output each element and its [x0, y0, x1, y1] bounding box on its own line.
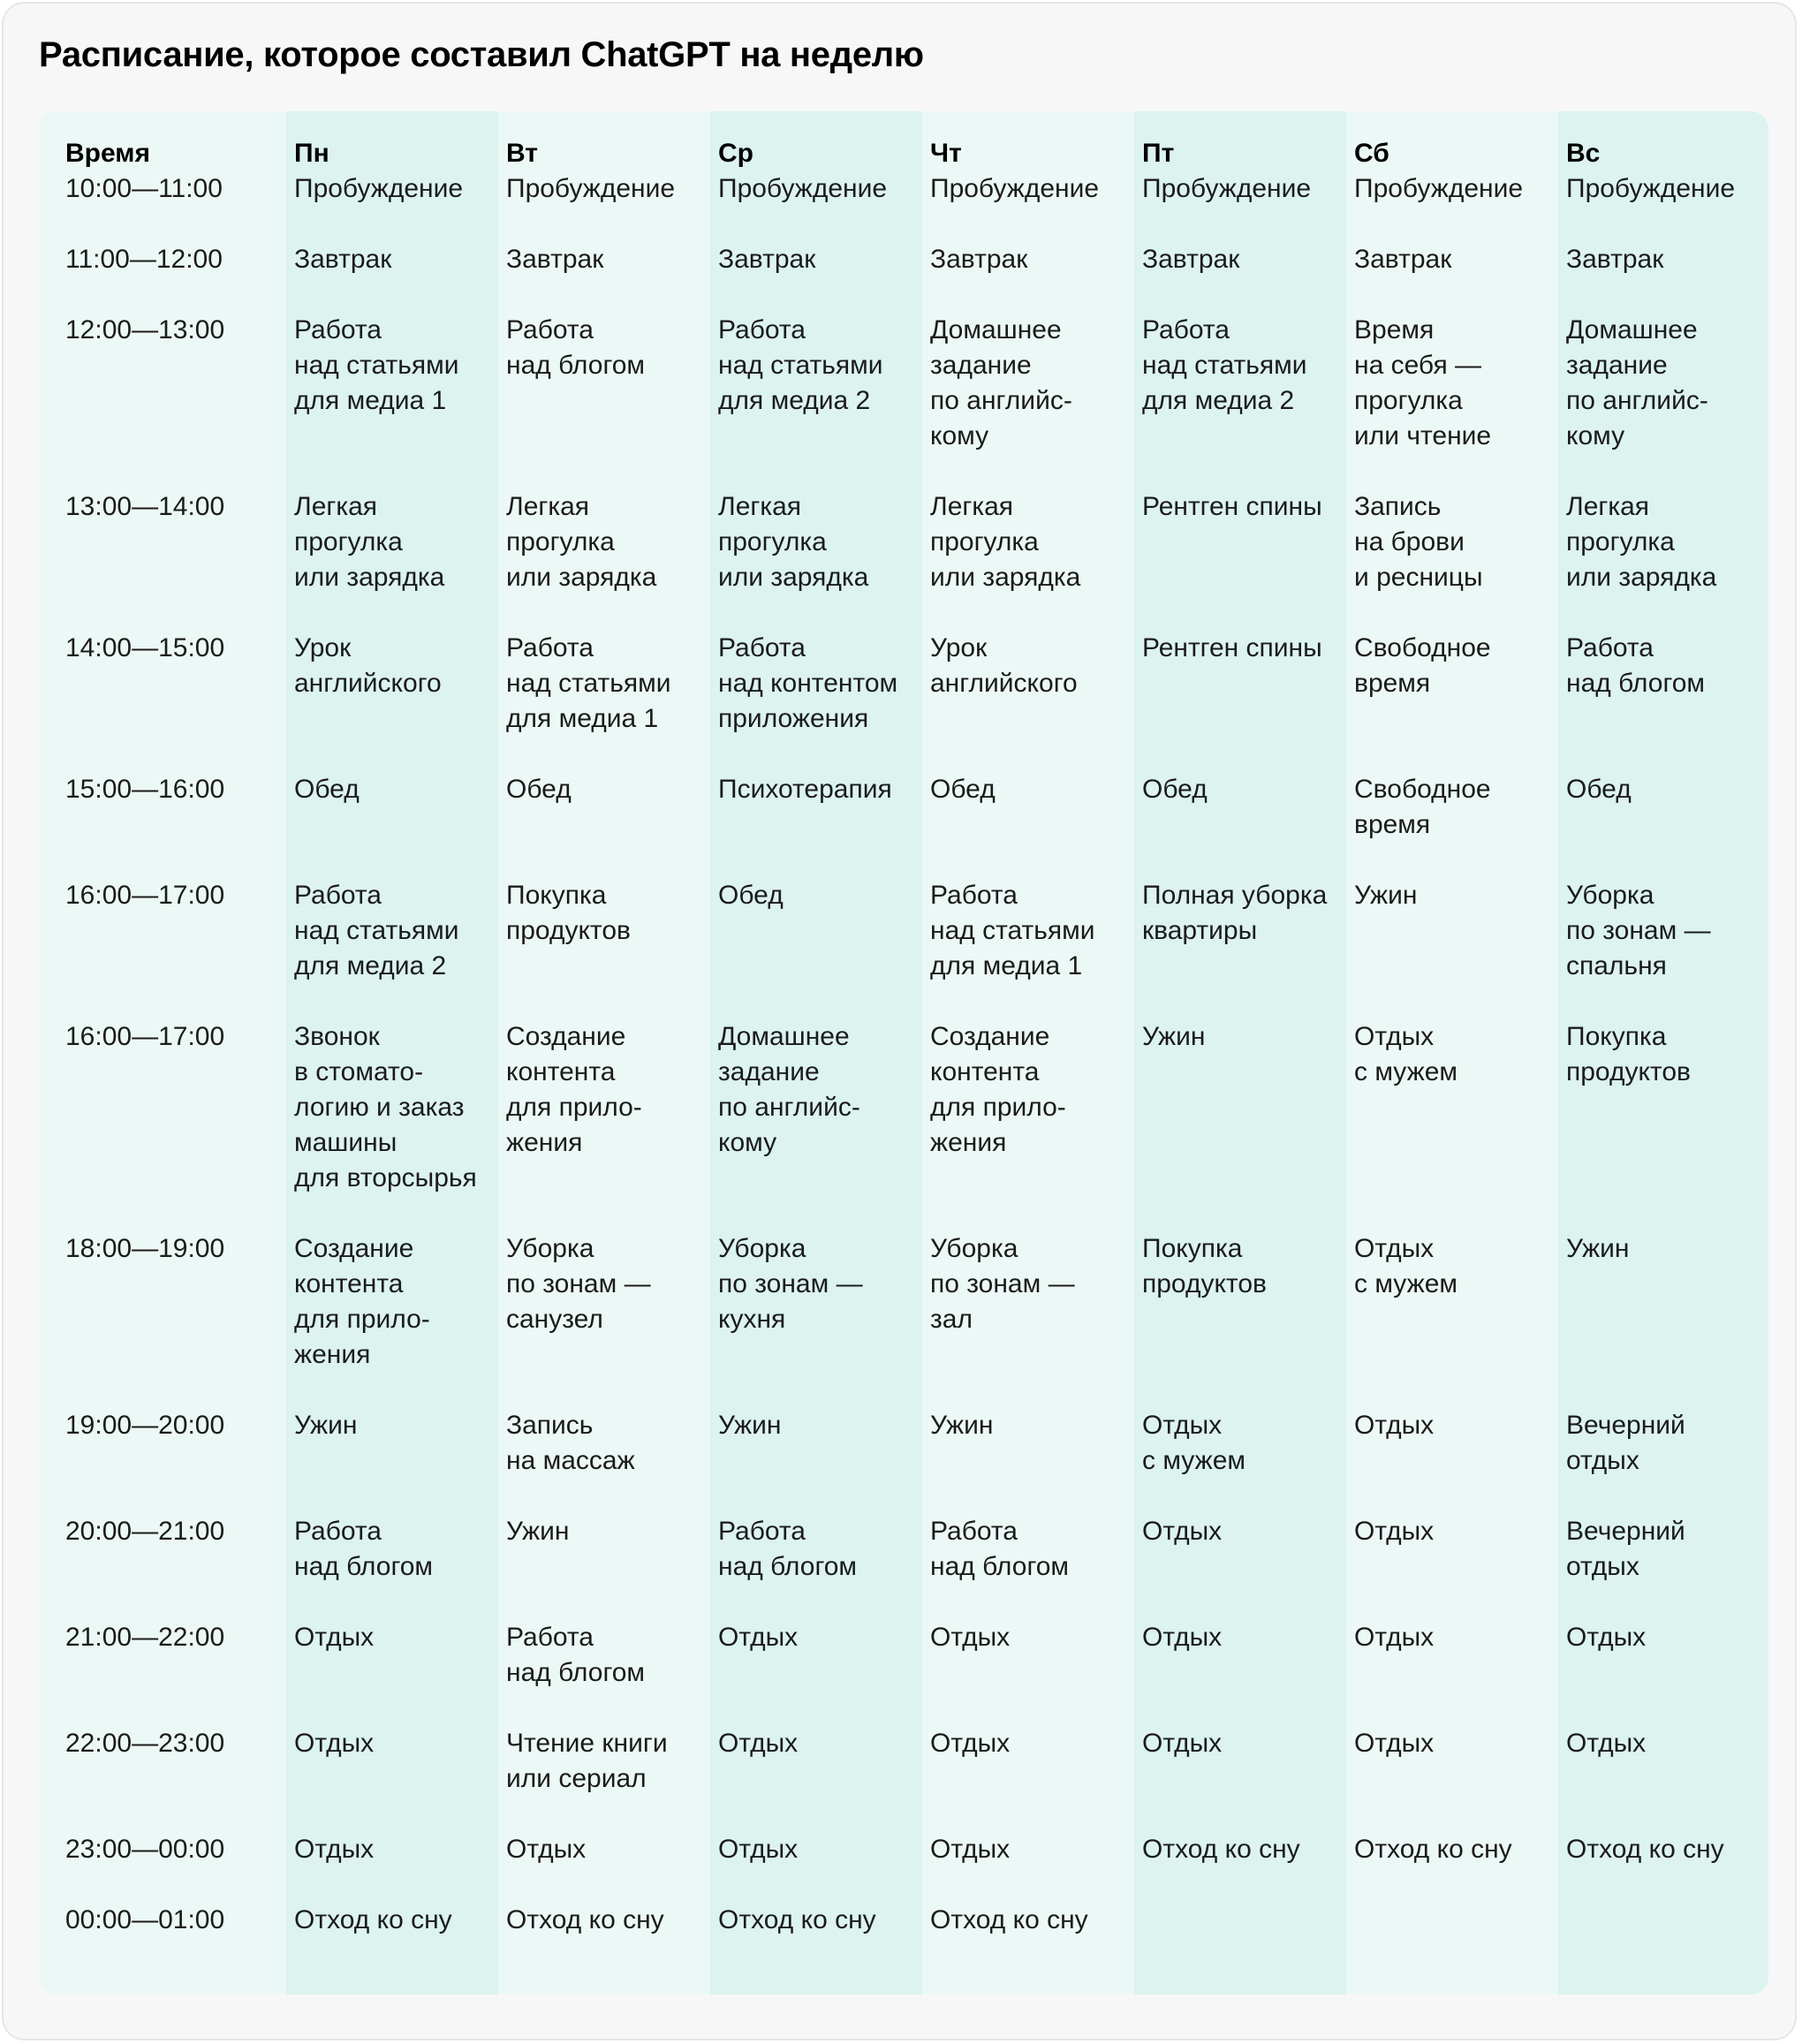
sun-cell: Работа над блогом	[1566, 633, 1706, 698]
tue-cell: Работа над блогом	[506, 315, 646, 380]
tue-cell: Пробуждение	[506, 174, 676, 203]
wed-cell: Отдых	[718, 1729, 799, 1758]
sun-cell: Отход ко сну	[1566, 1835, 1724, 1864]
sun-cell: Отдых	[1566, 1623, 1647, 1652]
mon-cell: Пробуждение	[294, 174, 464, 203]
sun-cell: Завтрак	[1566, 245, 1664, 274]
tue-cell: Чтение книги или сериал	[506, 1729, 668, 1793]
fri-cell: Покупка продуктов	[1142, 1234, 1267, 1298]
fri-cell: Работа над статьями для медиа 2	[1142, 315, 1307, 415]
sat-cell: Отдых	[1354, 1623, 1435, 1652]
tue-cell: Легкая прогулка или зарядка	[506, 492, 657, 592]
wed-cell: Уборка по зонам — кухня	[718, 1234, 863, 1334]
mon-cell: Легкая прогулка или зарядка	[294, 492, 445, 592]
time-cell: 16:00—17:00	[65, 881, 225, 910]
table-row	[39, 1726, 1768, 1832]
header-time: Время	[65, 139, 150, 168]
thu-cell: Ужин	[930, 1411, 994, 1440]
sat-cell	[1346, 1903, 1558, 1973]
header-row	[39, 111, 1768, 171]
table-row	[39, 878, 1768, 1019]
page-title: Расписание, которое составил ChatGPT на неделю	[39, 35, 924, 74]
sun-cell: Уборка по зонам — спальня	[1566, 881, 1711, 980]
schedule-card	[2, 2, 1797, 2040]
thu-cell: Создание контента для прило- жения	[930, 1022, 1066, 1157]
sat-cell: Отдых с мужем	[1354, 1022, 1458, 1086]
tue-cell: Запись на массаж	[506, 1411, 635, 1475]
tue-cell: Ужин	[506, 1517, 570, 1546]
thu-cell: Легкая прогулка или зарядка	[930, 492, 1081, 592]
thu-cell: Отход ко сну	[930, 1905, 1088, 1934]
mon-cell: Создание контента для прило- жения	[294, 1234, 430, 1369]
table-row	[39, 1408, 1768, 1514]
schedule-table	[39, 111, 1768, 1973]
fri-cell: Отдых	[1142, 1623, 1223, 1652]
sun-cell: Покупка продуктов	[1566, 1022, 1691, 1086]
sat-cell: Отдых с мужем	[1354, 1234, 1458, 1298]
mon-cell: Урок английского	[294, 633, 442, 698]
sat-cell: Завтрак	[1354, 245, 1452, 274]
table-row	[39, 171, 1768, 242]
sun-cell: Пробуждение	[1566, 174, 1736, 203]
thu-cell: Работа над блогом	[930, 1517, 1070, 1581]
time-cell: 18:00—19:00	[65, 1234, 225, 1263]
sat-cell: Свободное время	[1354, 775, 1491, 839]
table-row	[39, 1903, 1768, 1973]
fri-cell: Полная уборка квартиры	[1142, 881, 1328, 945]
thu-cell: Домашнее задание по английс- кому	[930, 315, 1072, 450]
sun-cell	[1558, 1903, 1768, 1973]
wed-cell: Пробуждение	[718, 174, 888, 203]
time-cell: 11:00—12:00	[65, 245, 223, 274]
thu-cell: Пробуждение	[930, 174, 1100, 203]
wed-cell: Отдых	[718, 1835, 799, 1864]
mon-cell: Завтрак	[294, 245, 392, 274]
fri-cell: Отход ко сну	[1142, 1835, 1300, 1864]
wed-cell: Обед	[718, 881, 784, 910]
mon-cell: Отход ко сну	[294, 1905, 452, 1934]
table-row	[39, 772, 1768, 878]
thu-cell: Урок английского	[930, 633, 1078, 698]
wed-cell: Отдых	[718, 1623, 799, 1652]
time-cell: 22:00—23:00	[65, 1729, 225, 1758]
sun-cell: Вечерний отдых	[1566, 1411, 1685, 1475]
tue-cell: Покупка продуктов	[506, 881, 631, 945]
time-cell: 12:00—13:00	[65, 315, 225, 344]
thu-cell: Отдых	[930, 1729, 1011, 1758]
wed-cell: Отход ко сну	[718, 1905, 876, 1934]
sun-cell: Вечерний отдых	[1566, 1517, 1685, 1581]
thu-cell: Уборка по зонам — зал	[930, 1234, 1075, 1334]
header-tue: Вт	[506, 139, 538, 168]
sat-cell: Отдых	[1354, 1517, 1435, 1546]
sat-cell: Ужин	[1354, 881, 1418, 910]
schedule-table-container	[39, 111, 1768, 1995]
wed-cell: Работа над контентом приложения	[718, 633, 898, 733]
time-cell: 13:00—14:00	[65, 492, 225, 521]
table-row	[39, 489, 1768, 631]
mon-cell: Отдых	[294, 1729, 375, 1758]
time-cell: 10:00—11:00	[65, 174, 223, 203]
sat-cell: Пробуждение	[1354, 174, 1524, 203]
fri-cell: Завтрак	[1142, 245, 1240, 274]
sat-cell: Отход ко сну	[1354, 1835, 1512, 1864]
wed-cell: Легкая прогулка или зарядка	[718, 492, 869, 592]
mon-cell: Звонок в стомато- логию и заказ машины для вторсырья	[294, 1022, 477, 1192]
time-cell: 14:00—15:00	[65, 633, 225, 662]
tue-cell: Отход ко сну	[506, 1905, 664, 1934]
table-header	[39, 111, 1768, 171]
fri-cell: Обед	[1142, 775, 1208, 804]
tue-cell: Завтрак	[506, 245, 604, 274]
tue-cell: Работа над блогом	[506, 1623, 646, 1687]
sat-cell: Отдых	[1354, 1411, 1435, 1440]
thu-cell: Отдых	[930, 1623, 1011, 1652]
fri-cell: Пробуждение	[1142, 174, 1312, 203]
mon-cell: Отдых	[294, 1835, 375, 1864]
table-row	[39, 1019, 1768, 1231]
time-cell: 20:00—21:00	[65, 1517, 225, 1546]
fri-cell	[1134, 1903, 1346, 1973]
wed-cell: Психотерапия	[718, 775, 892, 804]
thu-cell: Работа над статьями для медиа 1	[930, 881, 1095, 980]
mon-cell: Работа над статьями для медиа 2	[294, 881, 459, 980]
mon-cell: Работа над блогом	[294, 1517, 434, 1581]
time-cell: 21:00—22:00	[65, 1623, 225, 1652]
table-body	[39, 171, 1768, 1973]
time-cell: 16:00—17:00	[65, 1022, 225, 1051]
table-row	[39, 313, 1768, 489]
tue-cell: Работа над статьями для медиа 1	[506, 633, 671, 733]
mon-cell: Работа над статьями для медиа 1	[294, 315, 459, 415]
sun-cell: Отдых	[1566, 1729, 1647, 1758]
mon-cell: Ужин	[294, 1411, 358, 1440]
wed-cell: Ужин	[718, 1411, 782, 1440]
time-cell: 00:00—01:00	[65, 1905, 225, 1934]
sat-cell: Запись на брови и ресницы	[1354, 492, 1483, 592]
table-row	[39, 1832, 1768, 1903]
thu-cell: Завтрак	[930, 245, 1028, 274]
mon-cell: Обед	[294, 775, 360, 804]
fri-cell: Отдых	[1142, 1517, 1223, 1546]
table-row	[39, 1514, 1768, 1620]
fri-cell: Отдых с мужем	[1142, 1411, 1246, 1475]
header-thu: Чт	[930, 139, 962, 168]
wed-cell: Домашнее задание по английс- кому	[718, 1022, 860, 1157]
header-fri: Пт	[1142, 139, 1175, 168]
wed-cell: Работа над блогом	[718, 1517, 858, 1581]
thu-cell: Обед	[930, 775, 996, 804]
tue-cell: Создание контента для прило- жения	[506, 1022, 642, 1157]
header-sat: Сб	[1354, 139, 1389, 168]
tue-cell: Уборка по зонам — санузел	[506, 1234, 651, 1334]
fri-cell: Ужин	[1142, 1022, 1206, 1051]
sun-cell: Легкая прогулка или зарядка	[1566, 492, 1717, 592]
table-row	[39, 1231, 1768, 1408]
wed-cell: Работа над статьями для медиа 2	[718, 315, 883, 415]
fri-cell: Отдых	[1142, 1729, 1223, 1758]
fri-cell: Рентген спины	[1142, 492, 1322, 521]
thu-cell: Отдых	[930, 1835, 1011, 1864]
header-sun: Вс	[1566, 139, 1601, 168]
table-row	[39, 242, 1768, 313]
mon-cell: Отдых	[294, 1623, 375, 1652]
time-cell: 15:00—16:00	[65, 775, 225, 804]
sat-cell: Отдых	[1354, 1729, 1435, 1758]
time-cell: 23:00—00:00	[65, 1835, 225, 1864]
header-wed: Ср	[718, 139, 753, 168]
tue-cell: Отдых	[506, 1835, 587, 1864]
sat-cell: Свободное время	[1354, 633, 1491, 698]
sat-cell: Время на себя — прогулка или чтение	[1354, 315, 1492, 450]
time-cell: 19:00—20:00	[65, 1411, 225, 1440]
wed-cell: Завтрак	[718, 245, 816, 274]
sun-cell: Домашнее задание по английс- кому	[1566, 315, 1708, 450]
sun-cell: Обед	[1566, 775, 1632, 804]
tue-cell: Обед	[506, 775, 572, 804]
fri-cell: Рентген спины	[1142, 633, 1322, 662]
sun-cell: Ужин	[1566, 1234, 1630, 1263]
table-row	[39, 631, 1768, 772]
header-mon: Пн	[294, 139, 329, 168]
table-row	[39, 1620, 1768, 1726]
